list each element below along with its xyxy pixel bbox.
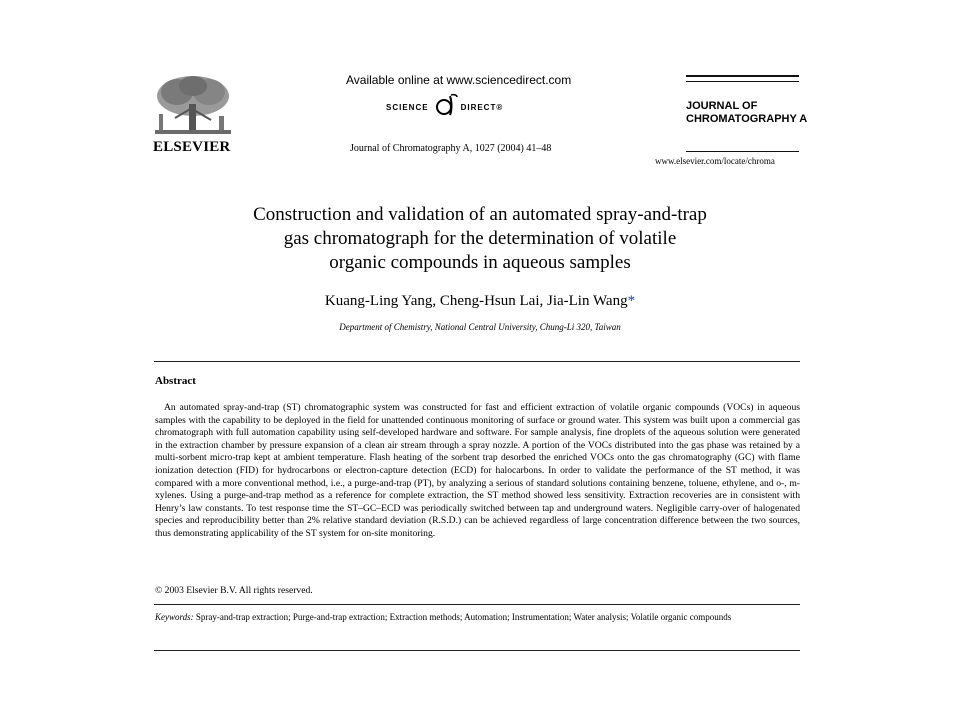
title-line: Construction and validation of an automated spray-and-trap (253, 204, 707, 225)
publisher-name: ELSEVIER (153, 139, 231, 155)
sciencedirect-d-icon (432, 92, 458, 123)
abstract-body (155, 402, 800, 541)
section-rule (154, 361, 800, 362)
available-online-text[interactable]: Available online at www.sciencedirect.com (346, 73, 572, 87)
author-list (160, 293, 800, 310)
corresponding-author-mark[interactable]: * (627, 293, 636, 309)
keywords-list: Spray-and-trap extraction; Purge-and-trap extraction; Extraction methods; Automation; Instrumentation; Water analysis; Volatile organic compounds (195, 612, 732, 622)
keywords-block (155, 611, 795, 623)
authors-text: Kuang-Ling Yang, Cheng-Hsun Lai, Jia-Lin Wang (324, 293, 628, 309)
title-line: gas chromatograph for the determination of volatile (283, 228, 677, 249)
header-rule-thin (686, 81, 799, 82)
sd-left-word: SCIENCE (386, 102, 429, 112)
elsevier-tree-icon (153, 74, 233, 138)
title-line: organic compounds in aqueous samples (329, 252, 631, 273)
journal-url[interactable]: www.elsevier.com/locate/chroma (655, 156, 775, 166)
copyright-notice: © 2003 Elsevier B.V. All rights reserved. (155, 585, 313, 596)
journal-title-line: JOURNAL OF (686, 100, 758, 112)
journal-reference: Journal of Chromatography A, 1027 (2004) 41–48 (350, 143, 552, 154)
journal-title-line: CHROMATOGRAPHY A (686, 113, 808, 125)
header-rule (686, 75, 799, 77)
abstract-heading: Abstract (155, 375, 196, 387)
keywords-rule (154, 604, 800, 605)
footer-rule (154, 650, 800, 651)
keywords-label: Keywords: (155, 612, 194, 622)
abstract-text: An automated spray-and-trap (ST) chromatographic system was constructed for fast and efficient extraction of volatile organic compounds (VOCs) in aqueous samples with the capability to be deployed in the field for unattended continuous monitoring of surface or ground water. This system was built upon a commercial gas chromatograph with full automation capability using self-developed hardware and software. For sample analysis, fine droplets of the aqueous solution were generated in the extraction chamber by pressure expansion of a clean air stream through a spray nozzle. A portion of the VOCs distributed into the gas phase was retained by a multi-sorbent micro-trap kept at ambient temperature. Flash heating of the sorbent trap desorbed the enriched VOCs onto the gas chromatography (GC) with flame ionization detection (FID) for hydrocarbons or electron-capture detection (ECD) for halocarbons. In order to validate the performance of the ST method, it was compared with a more conventional method, i.e., a purge-and-trap (PT), by analyzing a serious of standard solutions containing benzene, toluene, ethylene, and o-, m-xylenes. Using a purge-and-trap method as a reference for complete extraction, the ST method showed less sensitivity. Extraction recoveries are in consistent with Henry’s law constants. To test response time the ST–GC–ECD was periodically switched between tap and underground waters. Negligible carry-over of halogenated species and reproducibility better than 2% relative standard deviation (R.S.D.) can be achieved regardless of large concentration difference between the two sources, thus demonstrating applicability of the ST system for on-site monitoring. (155, 402, 800, 539)
journal-title-rule (686, 151, 799, 152)
article-title (160, 203, 800, 275)
author-affiliation: Department of Chemistry, National Central University, Chung-Li 320, Taiwan (339, 322, 621, 332)
sciencedirect-logo (386, 94, 503, 120)
journal-title (686, 100, 807, 126)
sd-right-word: DIRECT® (460, 102, 504, 112)
